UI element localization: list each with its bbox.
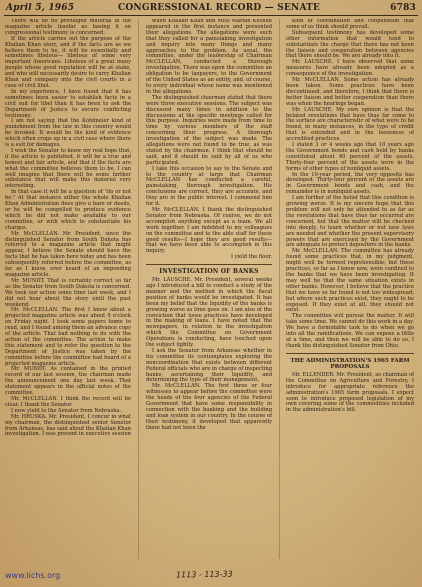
section-divider	[286, 353, 414, 354]
page-title: CONGRESSIONAL RECORD — SENATE	[118, 3, 321, 13]
paragraph: Mr. McCLELLAN. The first three or four witnesses to appear before the committee were the heads of the four agencies of the Federal Government that have some responsibility in connection with the banking and the building and loan system in our country. In the course of their testimony, it developed that apparently there had not been the	[146, 383, 272, 431]
paragraph: I take this occasion to say to the Senate and to the country at large that Chairman McCLELLAN has conducted a careful, painstaking, thorough investigation. His conclusions are correct, they are accurate, and they are in the public interest. I commend him for it.	[146, 165, 272, 208]
paragraph: Subsequent testimony has developed some other information that would tend to substantiate the charge that there has not been the liaison and cooperation between agencies that there should be. We are already into it.	[286, 29, 414, 60]
paragraph: I stated 3 or 4 weeks ago that 10 years ago the Government bonds and cash held by banks constituted about 40 percent of the assets. Thirty-four percent of the assets were in the forms of other types of nonliquid assets.	[286, 142, 414, 172]
paragraph: Mr. McCLELLAN. I thank the distinguished Senator from Nebraska. Of course, we do not accomplish anything except as a team. We all work together. I am indebted to my colleagues on the committee and to the able staff for these good results—I hope they are good results—that we have been able to accomplish in this inquiry.	[146, 207, 272, 255]
paragraph: I am further of the belief that this condition is growing worse. It is my sincere hope that this problem will not only be attended to as far as the revelations that have thus far occurred are concerned, but that the matter will be checked into deeply, to learn whether or not new laws are needed and whether the present supervisory powers that are exercised by the Government are adequate to protect depositors in the banks.	[286, 195, 414, 249]
paragraph: Mr. McCLELLAN. Mr. President, since the distinguished Senator from South Dakota has referred to a magazine article that might appear, I believe the Senate should have the facts that he has taken here today and has been subsequently referred before the committee, as far as I know, ever heard of an impending magazine article.	[5, 230, 131, 278]
paragraph: Mr. McCLELLAN. I think the record will be clear. I thank the Senator.	[5, 396, 131, 408]
paragraph: when Khalian Khan and Miss Marian Kushan appeared in the first instance and presented their allegations. The allegations were such that they called for a painstaking investigation and inquiry into many things and many approaches to the problem. As usual, the committee, under the leadership of Chairman McCLELLAN, conducted a thorough investigation. There was upon the committee an obligation to be taxpayers, to the Government of the United States as an entity, and, of course, to every individual whose name was mentioned in the allegations.	[146, 19, 272, 95]
paragraph: I wish the Senator to know my real hope that, if the article is published, it will be a true and honest and fair article, and that if the facts are what the committee believes them to be, I can well imagine that there will be some further substance that will make this material very interesting.	[5, 147, 131, 190]
column-3	[286, 19, 414, 575]
paragraph: The committee will pursue the matter. It will take some time. We cannot do this work in a day. We have a formidable task to do when we go into all the ramifications. We can expose a little at a time, and then we will be able to do so. I thank the distinguished Senator from Ohio.	[286, 313, 414, 349]
paragraph: If the article carries out the purpose of the Khalian Khan story, and if the facts are as we believe them to be, it will be essentially and sometimes libelous— libelous of some very important Americans. Libelous of a great many people whose good reputation will be at stake, and who will necessarily desire to carry Khalian Khan and company into the civil courts in a case of civil libel.	[5, 35, 131, 89]
paragraph: kind of coordination and cooperation that some of us think should prevail.	[286, 19, 414, 30]
paragraph: Mr. MUNDT. As contained in the printed record of our last session, the chairman made the announcement one day last week. That statement appears in the official notes of the committee.	[5, 366, 131, 397]
column-1	[5, 19, 131, 575]
paragraph: Mr. LAUSCHE. I have observed that some measures have already been adopted as a consequence of the investigation.	[286, 59, 414, 78]
paragraph: Mr. McCLELLAN. The committee has already found some practices that, in my judgment, might well be termed reprehensible; but these practices, so far as I know now, were confined to the banks that we have been investigating. It may well be that the same situation exists in other banks. However, I believe that the practice that we have so far found is not too widespread; but where such practices exist, they ought to be exposed. If they exist at all, they should not exist.	[286, 248, 414, 314]
page-date: April 5, 1965	[6, 3, 75, 13]
yield-floor-line: I yield the floor.	[230, 254, 272, 261]
column-2	[146, 19, 272, 575]
paragraph: I now yield to the Senator from Nebraska.	[11, 407, 122, 414]
page-number: 6783	[390, 3, 416, 13]
column-divider	[138, 19, 139, 559]
paragraph: Mr. HRUSKA. Mr. President, I concur in what my chairman, the distinguished senior Senator from Arkansas, has said about the Khalian Khan investigation. I was present in executive session	[5, 413, 131, 438]
paragraph: I ask the Senator from Arkansas whether in his committee its contemplates exploring the noncoordination that exists between different Federal officials who are in charge of inspecting banks, ascertaining their liquidity, and determining the type of their management.	[146, 347, 272, 384]
section-divider	[146, 264, 272, 265]
paragraph: Mr. LAUSCHE. My own opinion is that the belated revelations that have thus far come to the surface are characteristic of what were to be found, in many instances, in the type of credit that is extended and in the looseness of accredited practices.	[286, 106, 414, 143]
paragraph: Mr. McCLELLAN. Some action has already been taken. Some practices have been discontinued, and therefore, I think that there is better liaison and better cooperation than there was when the hearings began.	[286, 77, 414, 107]
page-header	[6, 2, 418, 16]
paragraph: Mr. ELLENDER. Mr. President, as chairman of the Committee on Agriculture and Forestry, I introduce for appropriate reference the administration's 1965 farm proposals. I expect soon to introduce proposed legislation of my own covering some of the commodities included in the administration's bill.	[286, 371, 414, 414]
column-divider	[279, 19, 280, 559]
paragraph: I am not saying that the Kohlmeier kind of punishment from the law in this country would be invoked. It would be the kind of evidence which often crops up in a civil case where there is a suit for damages.	[5, 118, 131, 149]
paragraph: In that case it will be a question of "do or not be." At that instance either the whole Khalian Khan Administration does give a bare or deeds, or he will be compelled to produce evidence which he did not make available to our committee, or with which to substantiate his charges.	[5, 189, 131, 231]
paragraph: Mr. McCLELLAN. The first I knew about a projected magazine article was about 9 o'clock on Friday night. I took some papers home to read, and I found among them an advance copy of the article. That had nothing to do with the action of the committee. The action to make this statement and to refer the question to the Department of Justice was taken by the committee before the committee had heard of a projected magazine article.	[5, 307, 131, 367]
paragraph: The distinguished chairman stated that there were three executive sessions. The subject was discussed many times in addition to the discussions at the specific meetings called for this purpose. Inquiries were made from time to time by various members of the staff concerning their progress. A thorough investigation of the subject was made. The allegations were not found to be true, as was stated by the chairman. I think that should be said, and it should be said by all of us who participated.	[146, 94, 272, 166]
paragraph: Mr. LAUSCHE. Mr. President, several weeks ago I introduced a bill to conduct a study of the manner and the method in which the fiscal position of banks would be investigated. It has been my belief that the liquidity of the banks is growing worse as time goes on. I am also of the conviction that loose practices have developed in the making of loans. I have noted that the newspapers, in relation to the investigation which the Committee on Government Operations is conducting, have touched upon the subject lightly.	[146, 277, 272, 349]
section-heading-banks: INVESTIGATION OF BANKS	[159, 268, 259, 276]
paragraph: There will be no privileged material in the magazine article insofar as basing it on congressional testimony is concerned.	[5, 19, 131, 36]
section-heading-farm: THE ADMINISTRATION'S 1965 FARM PROPOSALS	[290, 357, 410, 371]
paragraph: In my experience, I have found that it has sometimes been easier to establish facts in a civil suit for libel than it has been to ask the Department of Justice to secure conflicting testimony.	[5, 88, 131, 119]
paragraph: Mr. MUNDT. That is certainly correct so far as the Senator from South Dakota is concerned. We took our action some time last week, and I did not hear about the story until the past weekend.	[5, 277, 131, 308]
header-rule	[4, 15, 418, 16]
footer-url: www.iichs.org	[5, 571, 61, 580]
handwritten-note: 1113 - 113-33	[175, 569, 233, 580]
paragraph: In the 10-year period, the very opposite has developed. Thirty-four percent of the assets are in Government bonds and cash, and the remainder is in nonliquid assets.	[286, 171, 414, 196]
